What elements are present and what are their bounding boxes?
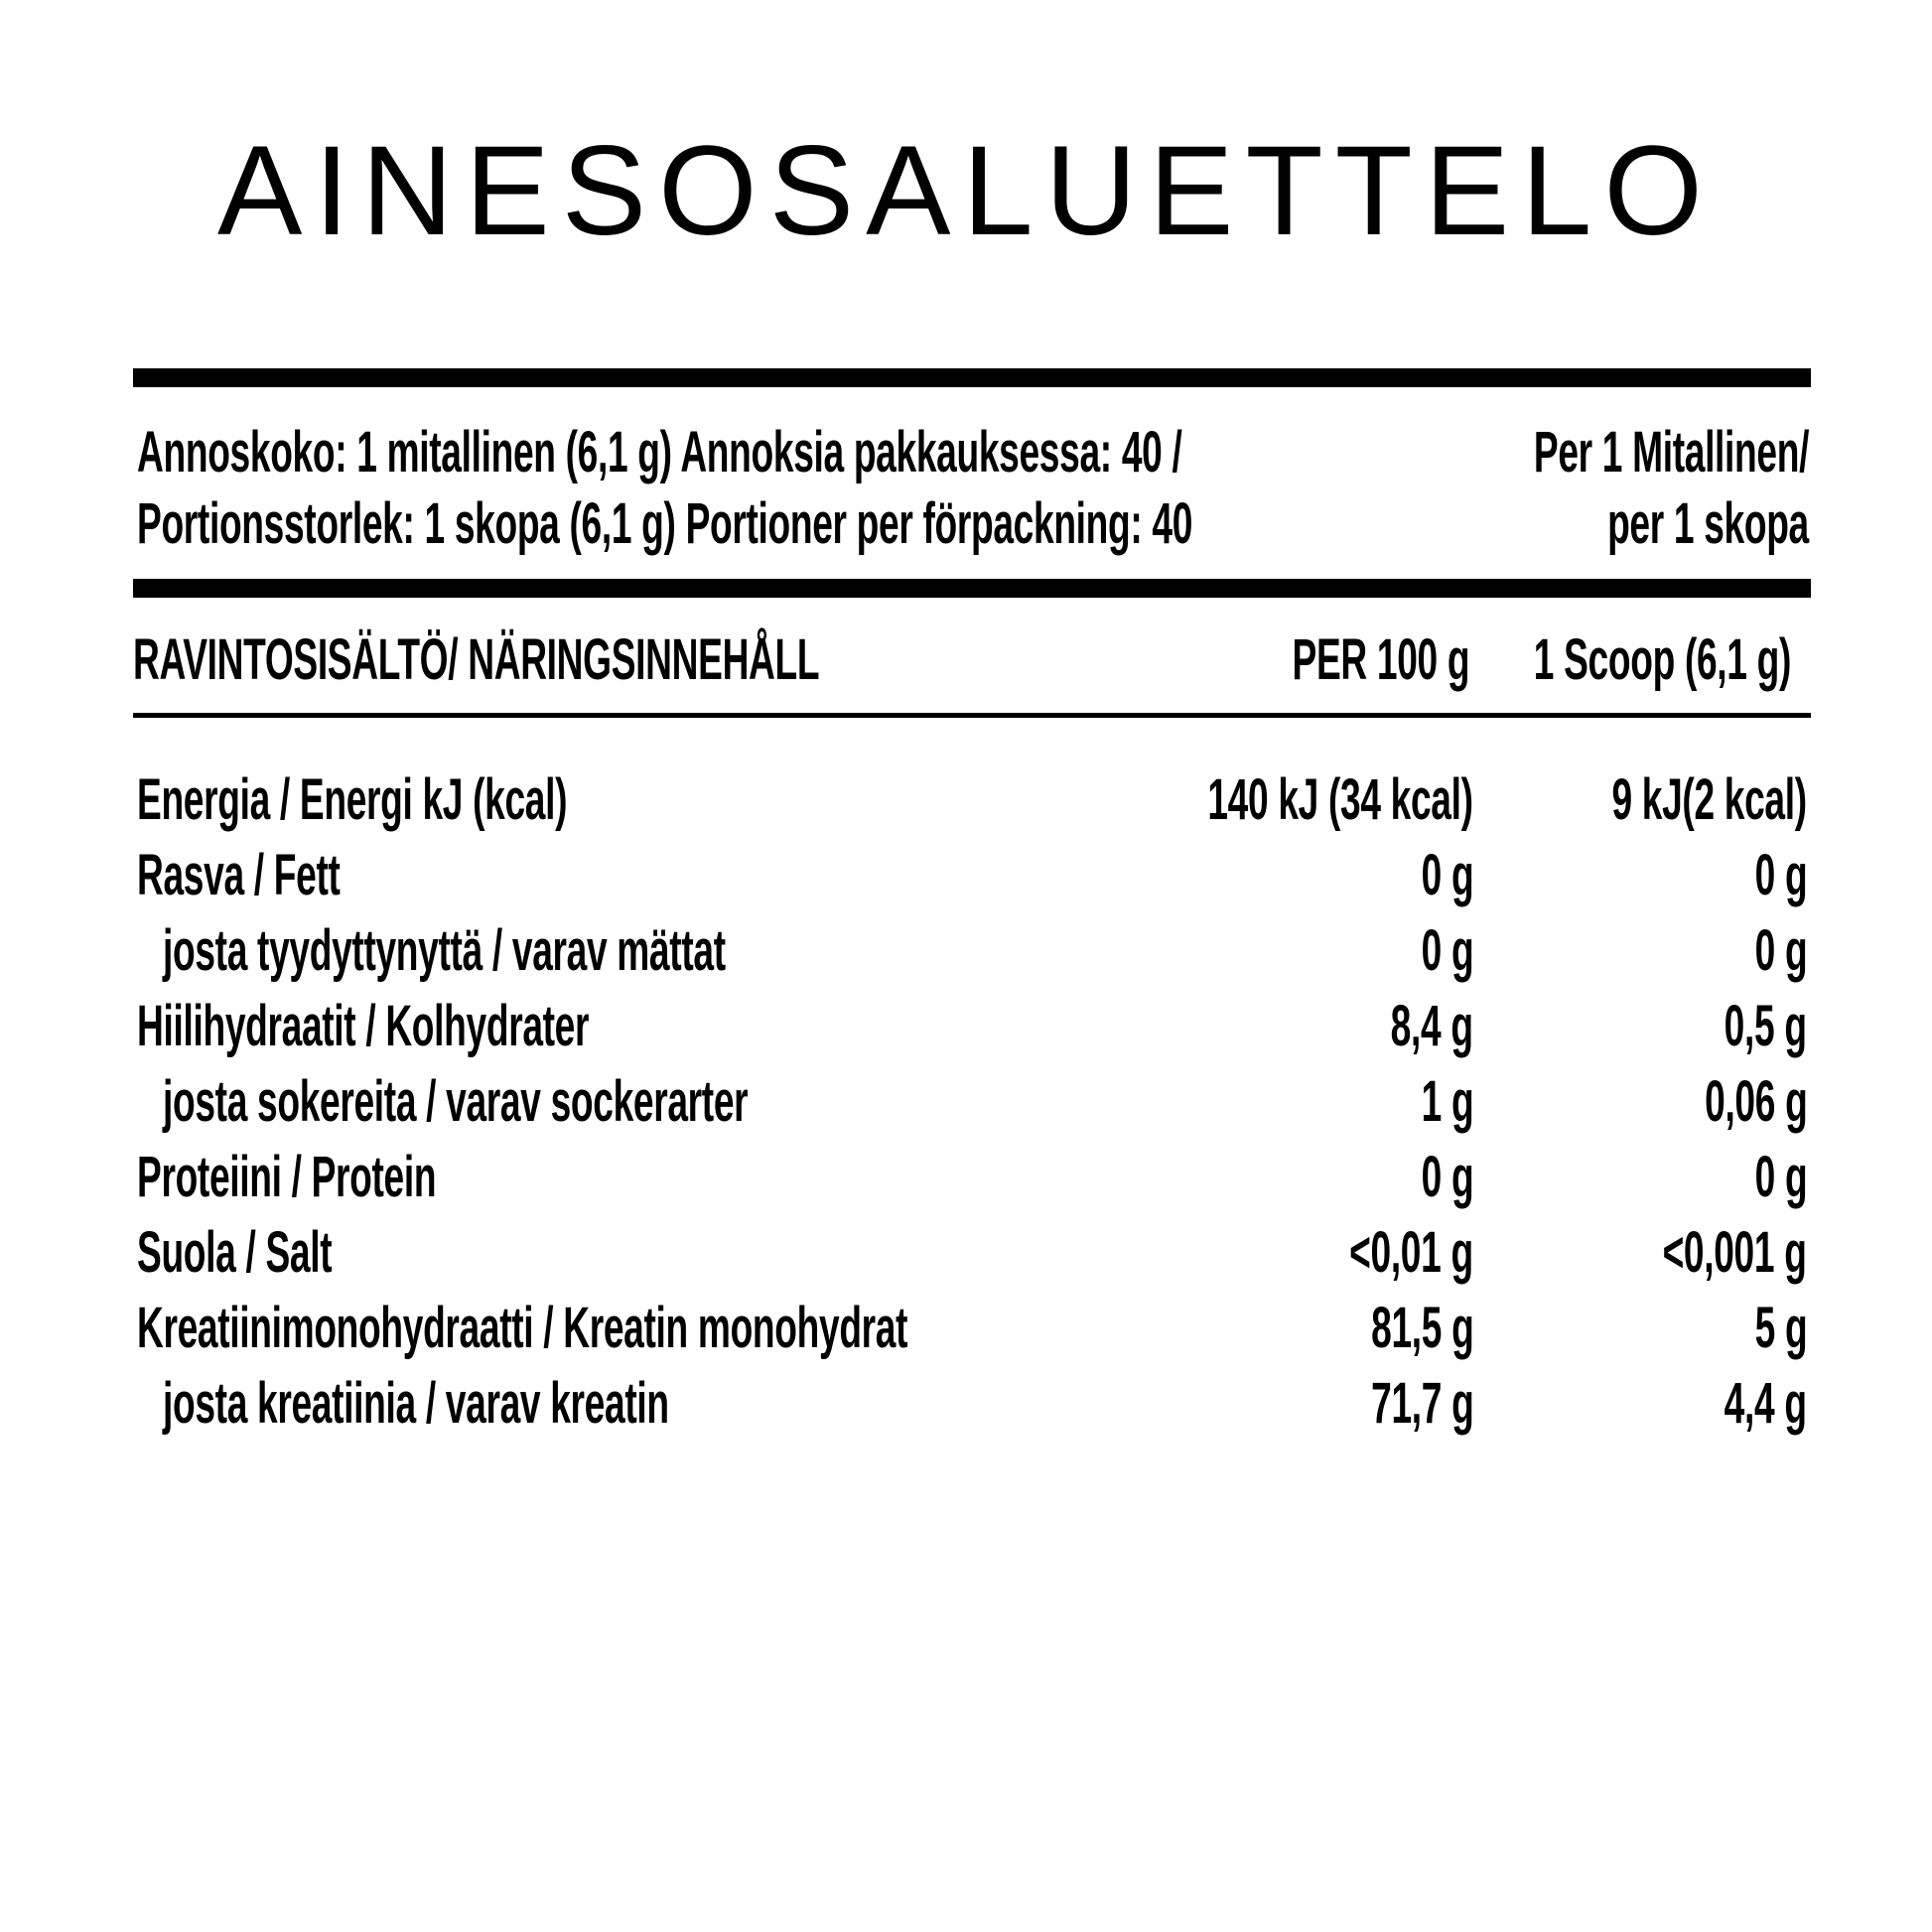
table-row xyxy=(0,913,1932,989)
nutrient-label: josta tyydyttynyttä / varav mättat xyxy=(163,918,726,983)
nutrient-label: Energia / Energi kJ (kcal) xyxy=(137,767,568,832)
nutrient-per100-value: 1 g xyxy=(1421,1069,1473,1134)
table-row xyxy=(0,1215,1932,1291)
table-row xyxy=(0,1291,1932,1366)
table-row xyxy=(0,1064,1932,1140)
nutrient-per100-value: <0,01 g xyxy=(1349,1220,1473,1285)
per-scoop-line-fi: Per 1 Mitallinen/ xyxy=(1533,420,1809,484)
nutrient-label: josta kreatiinia / varav kreatin xyxy=(163,1371,669,1436)
nutrient-per100-value: 0 g xyxy=(1421,918,1473,983)
nutrient-per100-value: 0 g xyxy=(1421,1145,1473,1209)
nutrient-scoop-value: <0,001 g xyxy=(1663,1220,1807,1285)
nutrient-scoop-value: 0 g xyxy=(1754,918,1807,983)
nutrient-per100-value: 8,4 g xyxy=(1391,994,1473,1058)
nutrient-label: Suola / Salt xyxy=(137,1220,333,1285)
table-row xyxy=(0,1366,1932,1442)
table-header xyxy=(0,625,1932,695)
nutrient-label: Rasva / Fett xyxy=(137,843,341,907)
table-row xyxy=(0,1140,1932,1215)
nutrient-scoop-value: 0 g xyxy=(1754,1145,1807,1209)
per-scoop-line-sv: per 1 skopa xyxy=(1607,491,1809,556)
header-label: RAVINTOSISÄLTÖ/ NÄRINGSINNEHÅLL xyxy=(133,627,820,692)
nutrient-scoop-value: 0,06 g xyxy=(1704,1069,1807,1134)
page-title: AINESOSALUETTELO xyxy=(217,120,1715,262)
nutrient-scoop-value: 5 g xyxy=(1754,1296,1807,1360)
serving-line-fi: Annoskoko: 1 mitallinen (6,1 g) Annoksia pakkauksessa: 40 / xyxy=(137,420,1182,484)
nutrient-per100-value: 71,7 g xyxy=(1370,1371,1473,1436)
nutrient-scoop-value: 4,4 g xyxy=(1725,1371,1807,1436)
nutrient-scoop-value: 0,5 g xyxy=(1725,994,1807,1058)
header-per100: PER 100 g xyxy=(1292,627,1469,692)
nutrient-scoop-value: 0 g xyxy=(1754,843,1807,907)
table-row xyxy=(0,762,1932,838)
per-scoop-heading xyxy=(1379,417,1809,560)
nutrient-label: Kreatiinimonohydraatti / Kreatin monohydrat xyxy=(137,1296,908,1360)
nutrient-label: Proteiini / Protein xyxy=(137,1145,437,1209)
table-row xyxy=(0,989,1932,1064)
nutrition-table xyxy=(0,762,1932,1442)
header-divider xyxy=(133,713,1811,718)
top-divider xyxy=(133,368,1811,387)
nutrient-label: Hiilihydraatit / Kolhydrater xyxy=(137,994,590,1058)
nutrient-per100-value: 81,5 g xyxy=(1370,1296,1473,1360)
nutrient-per100-value: 0 g xyxy=(1421,843,1473,907)
middle-divider xyxy=(133,579,1811,598)
table-row xyxy=(0,838,1932,913)
serving-line-sv: Portionsstorlek: 1 skopa (6,1 g) Portioner per förpackning: 40 xyxy=(137,491,1193,556)
nutrient-label: josta sokereita / varav sockerarter xyxy=(163,1069,749,1134)
header-scoop: 1 Scoop (6,1 g) xyxy=(1533,627,1791,692)
nutrient-per100-value: 140 kJ (34 kcal) xyxy=(1207,767,1473,832)
nutrient-scoop-value: 9 kJ(2 kcal) xyxy=(1611,767,1807,832)
